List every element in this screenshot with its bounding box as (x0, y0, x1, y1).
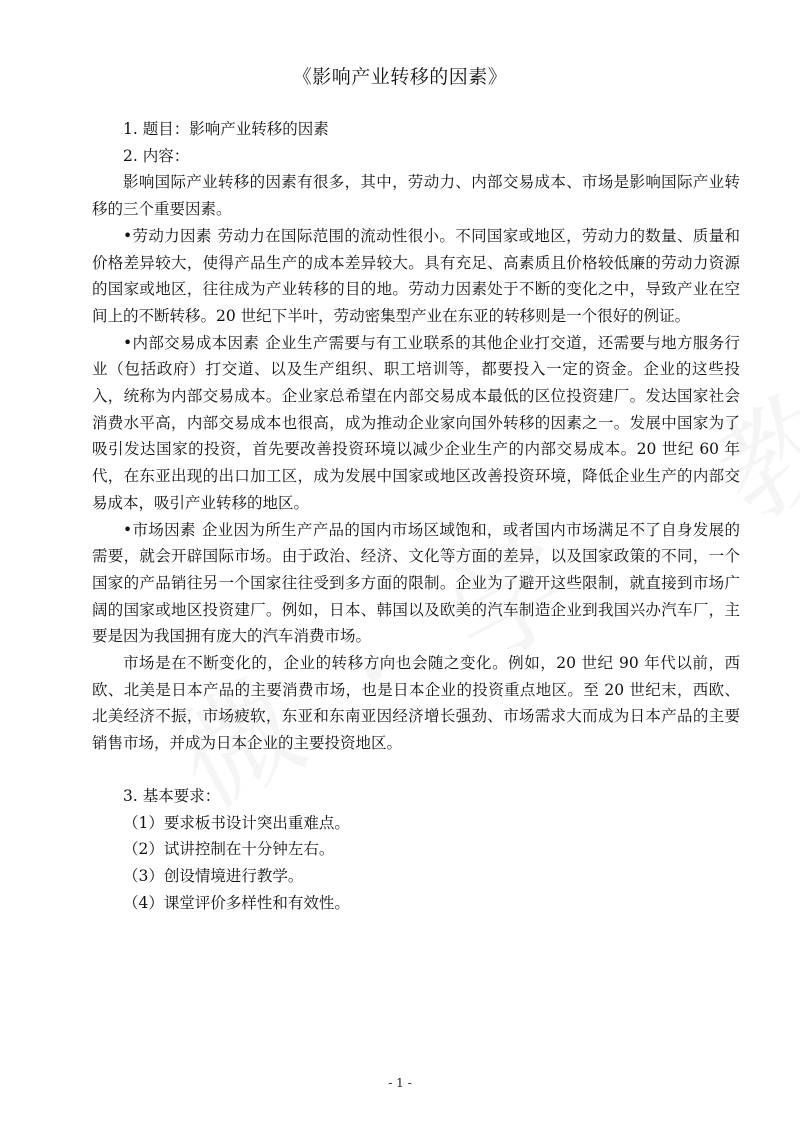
requirements-label: 3. 基本要求： (123, 786, 221, 805)
cost-text: 企业生产需要与有工业联系的其他企业打交道，还需要与地方服务行业（包括政府）打交道、以及生产组织、职工培训等，都要投入一定的资金。企业的这些投入，统称为内部交易成本。企业家总希望在内部交易成本最低的区位投资建厂。发达国家社会消费水平高，内部交易成本也很高，成为推动企业家向国外转移的因素之一。发展中国家为了吸引发达国家的投资，首先要改善投资环境以减少企业生产的内部交易成本。20 世纪 60 年代，在东亚出现的出口加工区，成为发展中国家或地区改善投资环境，降低企业生产的内部交易成本，吸引产业转移的地区。 (92, 333, 740, 512)
market-paragraph (92, 517, 740, 651)
cost-paragraph (92, 330, 740, 517)
page-title: 《影响产业转移的因素》 (292, 66, 508, 88)
requirement-item: （4）课堂评价多样性和有效性。 (123, 893, 350, 912)
page-number: - 1 - (388, 1076, 412, 1090)
market-text: 企业因为所生产产品的国内市场区域饱和，或者国内市场满足不了自身发展的需要，就会开辟国际市场。由于政治、经济、文化等方面的差异，以及国家政策的不同，一个国家的产品销往另一个国家往往受到多方面的限制。企业为了避开这些限制，就直接到市场广阔的国家或地区投资建厂。例如，日本、韩国以及欧美的汽车制造企业到我国兴办汽车厂，主要是因为我国拥有庞大的汽车消费市场。 (92, 520, 740, 646)
cost-heading: •内部交易成本因素 (123, 333, 260, 352)
requirement-item: （3）创设情境进行教学。 (123, 866, 304, 885)
change-paragraph: 市场是在不断变化的，企业的转移方向也会随之变化。例如，20 世纪 90 年代以前，西欧、北美是日本产品的主要消费市场，也是日本企业的投资重点地区。至 20 世纪末，西欧、北美经济不振，市场疲软，东亚和东南亚因经济增长强劲、市场需求大而成为日本产品的主要销售市场，并成为日本企业的主要投资地区。 (92, 654, 740, 753)
market-heading: •市场因素 (123, 520, 196, 539)
requirement-item: （2）试讲控制在十分钟左右。 (123, 840, 335, 859)
labor-text: 劳动力在国际范围的流动性很小。不同国家或地区，劳动力的数量、质量和价格差异较大，使得产品生产的成本差异较大。具有充足、高素质且价格较低廉的劳动力资源的国家或地区，往往成为产业转移的目的地。劳动力因素处于不断的变化之中，导致产业在空间上的不断转移。20 世纪下半叶，劳动密集型产业在东亚的转移则是一个很好的例证。 (92, 226, 740, 325)
labor-heading: •劳动力因素 (123, 226, 212, 245)
requirement-item: （1）要求板书设计突出重难点。 (123, 813, 350, 832)
intro-paragraph: 影响国际产业转移的因素有很多，其中，劳动力、内部交易成本、市场是影响国际产业转移的三个重要因素。 (92, 173, 740, 219)
topic-line: 1. 题目：影响产业转移的因素 (123, 120, 329, 138)
section-spacer (92, 757, 740, 783)
document-body (92, 116, 740, 916)
content-label: 2. 内容： (123, 146, 190, 165)
labor-paragraph (92, 223, 740, 330)
